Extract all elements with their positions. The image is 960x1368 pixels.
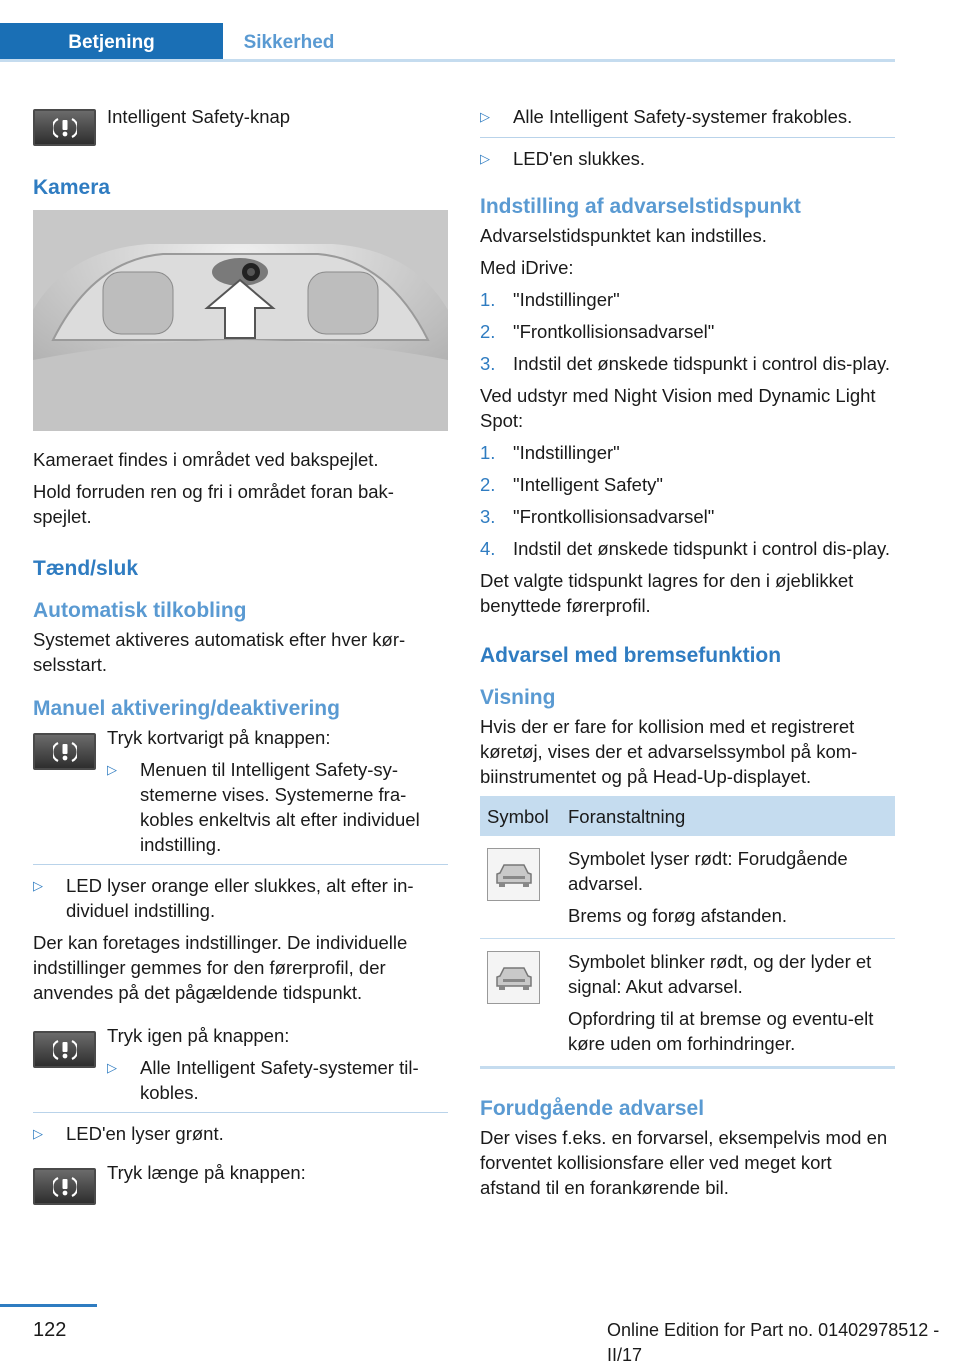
triangle-bullet-icon: ▷ [480,109,490,124]
list-item: ▷ LED'en slukkes. [480,148,646,169]
tab-betjening[interactable]: Betjening [0,23,223,62]
list-item: 1. "Indstillinger" [480,442,620,463]
row1-line1: Symbolet lyser rødt: Forudgående advarsel. [568,848,848,894]
tab-rule [0,59,895,62]
list-item: 4. Indstil det ønskede tidspunkt i control dis-play. [480,538,891,559]
press-again-text: Tryk igen på knappen: [107,1025,290,1046]
list-item: 3. "Frontkollisionsadvarsel" [480,506,715,527]
row2-line1: Symbolet blinker rødt, og der lyder et signal: Akut advarsel. [568,951,872,997]
pre-warning-text: Der vises f.eks. en forvarsel, eksempelvis mod en forventet kollisionsfare eller ved meget kort afstand til en forankørende bil. [480,1127,888,1198]
intelligent-safety-button-icon [33,733,96,770]
warn-time-intro: Advarselstidspunktet kan indstilles. [480,225,767,246]
footer-rule [0,1304,97,1307]
list-item: 1. "Indstillinger" [480,289,620,310]
warn-time-heading: Indstilling af advarselstidspunkt [480,195,801,218]
collision-warning-car-icon [487,848,540,901]
pre-warning-heading: Forudgående advarsel [480,1097,705,1120]
chapter-tabs [0,0,895,62]
row1-line2: Brems og forøg afstanden. [568,905,788,926]
top-bullets [480,104,895,171]
collision-warning-car-icon [487,951,540,1004]
auto-text: Systemet aktiveres automatisk efter hver kør-selsstart. [33,629,406,675]
triangle-bullet-icon: ▷ [33,1126,43,1141]
with-idrive: Med iDrive: [480,257,574,278]
onoff-heading: Tænd/sluk [33,557,139,580]
settings-note: Der kan foretages indstillinger. De individuelle indstillinger gemmes for den førerprofil, der anvendes på det pågældende tidspunkt. [33,932,408,1003]
list-item: ▷ Alle Intelligent Safety-systemer frakobles. [480,104,895,138]
list-item: ▷ Alle Intelligent Safety-systemer til-kobles. [107,1057,419,1103]
table-row [480,836,895,939]
short-press-row [33,725,448,864]
saved-note: Det valgte tidspunkt lagres for den i øjeblikket benyttede førerprofil. [480,570,854,616]
night-intro: Ved udstyr med Night Vision med Dynamic Light Spot: [480,385,876,431]
intelligent-safety-button-icon [33,109,96,146]
list-item: 2. "Intelligent Safety" [480,474,663,495]
left-column [33,100,448,1205]
col-header-symbol: Symbol [480,796,561,836]
intro-row [33,100,448,146]
brake-heading: Advarsel med bremsefunktion [480,644,782,667]
long-press-text: Tryk længe på knappen: [107,1162,306,1183]
display-heading: Visning [480,686,556,709]
table-row [480,939,895,1068]
col-header-action: Foranstaltning [561,796,895,836]
short-press-list [107,757,448,857]
triangle-bullet-icon: ▷ [107,762,117,777]
intelligent-safety-button-icon [33,1168,96,1205]
display-text: Hvis der er fare for kollision med et registreret køretøj, vises der et advarselssymbol på kom-biinstrumentet og på Head-Up-displayet. [480,716,858,787]
camera-location-photo [33,210,448,431]
tab-sikkerhed[interactable]: Sikkerhed [223,23,355,62]
short-press-text: Tryk kortvarigt på knappen: [107,727,331,748]
led-list [33,864,448,923]
list-item: ▷ Menuen til Intelligent Safety-sy-stemerne vises. Systemerne fra-kobles enkeltvis alt efter individuel indstilling. [107,759,420,855]
right-column [480,104,895,1207]
list-item: 3. Indstil det ønskede tidspunkt i control dis-play. [480,353,891,374]
list-item: 2. "Frontkollisionsadvarsel" [480,321,715,342]
intro-label: Intelligent Safety-knap [107,106,291,127]
list-item: ▷ LED'en lyser grønt. [33,1112,448,1146]
edition-note: Online Edition for Part no. 01402978512 - II/17 [607,1320,940,1365]
manual-heading: Manuel aktivering/deaktivering [33,697,340,720]
triangle-bullet-icon: ▷ [107,1060,117,1075]
led-green-list [33,1112,448,1146]
list-item: ▷ LED lyser orange eller slukkes, alt efter in-dividuel indstilling. [33,864,448,923]
camera-para-1: Kameraet findes i området ved bakspejlet. [33,449,379,470]
triangle-bullet-icon: ▷ [33,878,43,893]
idrive-steps [480,287,895,376]
camera-para-2: Hold forruden ren og fri i området foran bak-spejlet. [33,481,394,527]
row2-line2: Opfordring til at bremse og eventu-elt køre uden om forhindringer. [568,1008,874,1054]
page-number: 122 [33,1319,67,1341]
press-again-row [33,1023,448,1112]
long-press-row [33,1160,448,1205]
camera-heading: Kamera [33,176,111,199]
night-steps [480,440,895,561]
intelligent-safety-button-icon [33,1031,96,1068]
press-again-list [107,1055,448,1105]
symbol-table [480,796,895,1069]
auto-heading: Automatisk tilkobling [33,599,247,622]
triangle-bullet-icon: ▷ [480,151,490,166]
